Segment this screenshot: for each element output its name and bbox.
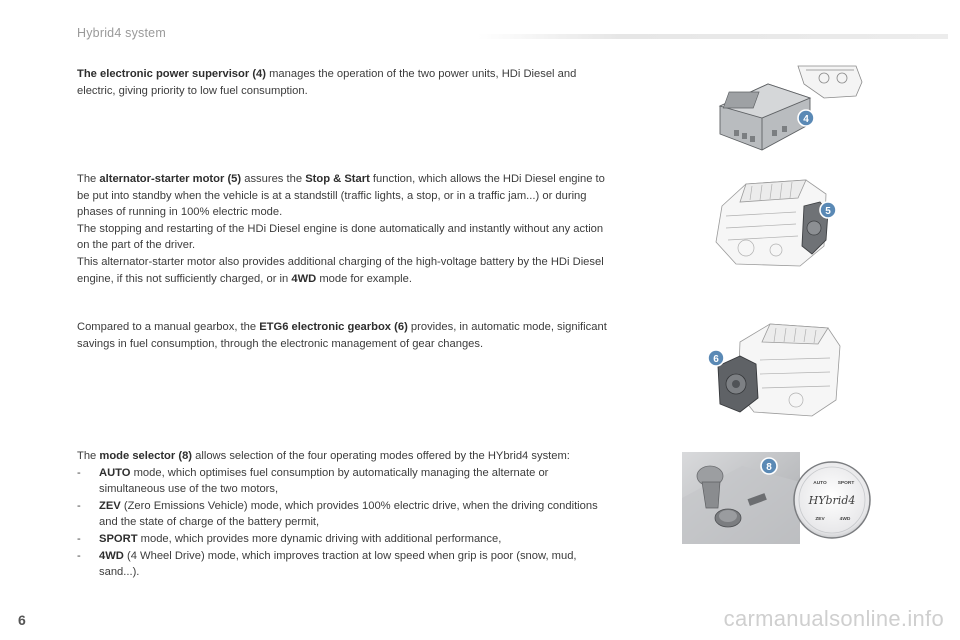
paragraph-text: manages the operation of the two power units, HDi Diesel and electric, giving priority to low fuel consumption.: [77, 68, 577, 97]
alternator-starter-illustration: [706, 176, 856, 271]
term-4wd: 4WD: [291, 272, 317, 285]
paragraph-alternator-starter: [77, 171, 612, 287]
text: This alternator-starter motor also provides additional charging of the high-voltage battery by the HDi Diesel engine, if this not sufficiently charged, or in: [77, 255, 604, 285]
text: Compared to a manual gearbox, the: [77, 321, 260, 333]
text: (Zero Emissions Vehicle) mode, which provides 100% electric drive, when the driving conditions and the state of charge of the battery permit,: [99, 499, 598, 529]
term-mode-selector: mode selector (8): [99, 450, 193, 462]
badge-number: 5: [825, 206, 831, 217]
text: function, which allows the HDi Diesel engine to be put into standby when the vehicle is at a standstill (traffic lights, a stop, or in a traffic jam...) or during phases of running in 100% electric mode.: [77, 173, 605, 219]
badge-number: 4: [803, 114, 809, 125]
badge-number: 6: [713, 354, 719, 365]
badge-number: 8: [766, 462, 772, 473]
dial-label-auto: AUTO: [813, 481, 827, 486]
dial-label-zev: ZEV: [815, 517, 825, 522]
term-4wd: 4WD: [99, 549, 124, 562]
watermark: carmanualsonline.info: [723, 606, 944, 631]
text: The: [77, 450, 100, 462]
text: mode, which optimises fuel consumption by automatically managing the alternate or simultaneous use of the two motors,: [99, 466, 549, 496]
text: mode for example.: [316, 272, 412, 285]
text: The: [77, 173, 100, 185]
paragraph-mode-selector: [77, 448, 612, 581]
etg6-gearbox-illustration: [700, 320, 850, 420]
paragraph-power-supervisor: [77, 66, 612, 99]
page-header-title: Hybrid4 system: [77, 26, 166, 40]
text: mode, which provides more dynamic driving with additional performance,: [137, 532, 502, 545]
list-item-sport: [77, 531, 612, 548]
term-auto: AUTO: [99, 466, 131, 479]
text: assures the: [241, 173, 306, 185]
dial-label-4wd: 4WD: [839, 517, 851, 522]
term-zev: ZEV: [99, 499, 121, 512]
paragraph-line: [77, 254, 612, 287]
term-alternator-starter: alternator-starter motor (5): [99, 173, 242, 185]
list-item-zev: [77, 498, 612, 531]
list-dash: -: [77, 532, 81, 545]
term-etg6-gearbox: ETG6 electronic gearbox (6): [259, 321, 408, 333]
text: allows selection of the four operating modes offered by the HYbrid4 system:: [192, 450, 570, 462]
mode-list: [77, 465, 612, 581]
paragraph-line: [77, 171, 612, 221]
term-sport: SPORT: [99, 532, 138, 545]
page-number: 6: [18, 612, 26, 628]
text: (4 Wheel Drive) mode, which improves traction at low speed when grip is poor (snow, mud, sand...).: [99, 549, 577, 579]
dial-logo-hybrid4: HYbrid4: [808, 494, 856, 507]
paragraph-etg6-gearbox: [77, 319, 612, 352]
list-dash: -: [77, 499, 81, 512]
list-item-auto: [77, 465, 612, 498]
list-dash: -: [77, 466, 81, 479]
list-item-4wd: [77, 548, 612, 581]
paragraph-line: The stopping and restarting of the HDi Diesel engine is done automatically and instantly without any action on the part of the driver.: [77, 222, 604, 252]
paragraph-line: [77, 448, 612, 465]
header-rule: [478, 34, 948, 39]
term-power-supervisor: The electronic power supervisor (4): [77, 68, 266, 80]
dial-label-sport: SPORT: [837, 481, 855, 486]
text: provides, in automatic mode, significant savings in fuel consumption, through the electronic management of gear changes.: [77, 321, 607, 350]
mode-selector-illustration: [682, 452, 874, 544]
power-supervisor-illustration: [706, 62, 866, 162]
term-stop-start: Stop & Start: [305, 173, 370, 185]
list-dash: -: [77, 549, 81, 562]
